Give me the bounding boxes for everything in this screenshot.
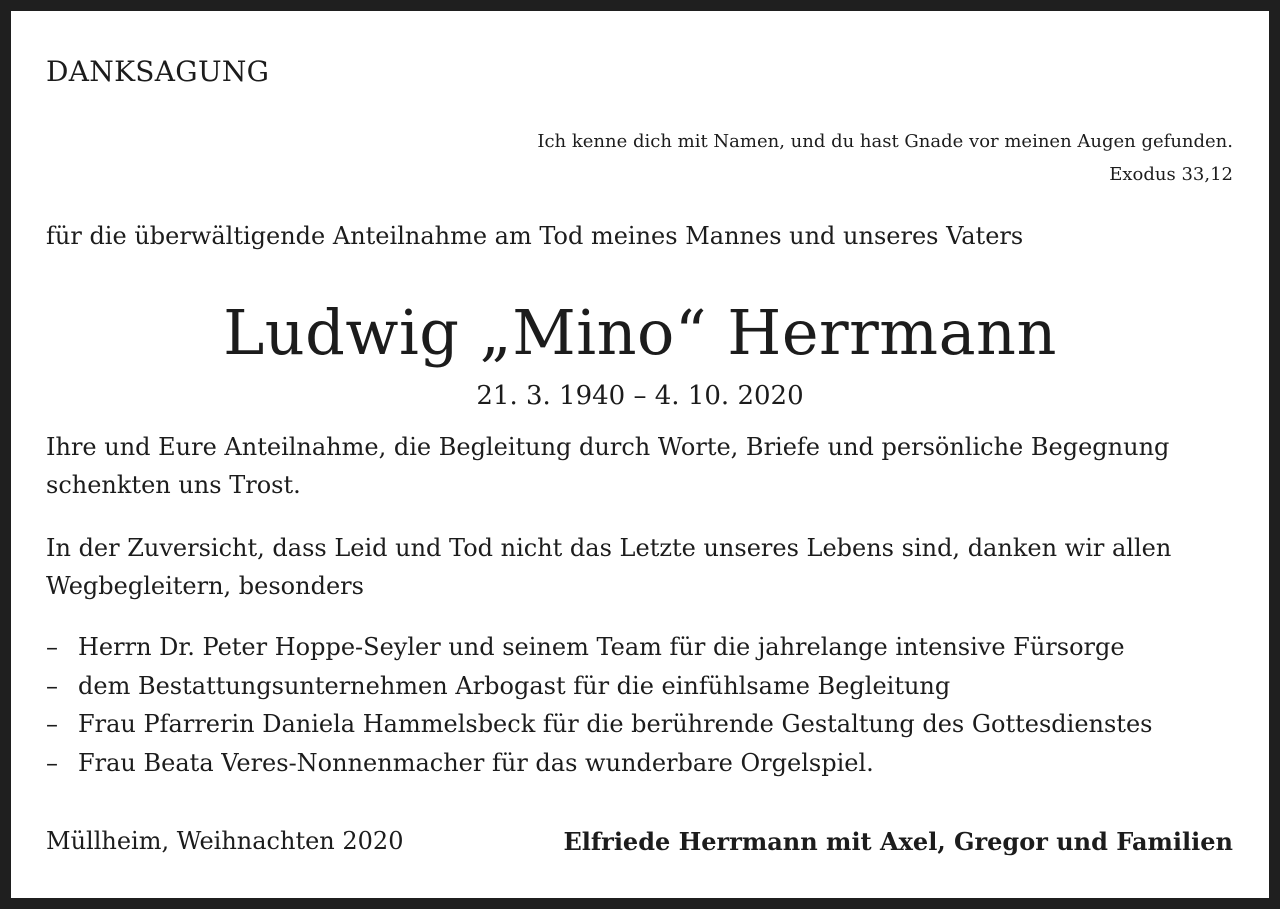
list-item-text: dem Bestattungsunternehmen Arbogast für die einfühlsame Begleitung [78, 671, 951, 700]
obituary-notice [11, 11, 1269, 898]
bible-quote: Ich kenne dich mit Namen, und du hast Gnade vor meinen Augen gefunden. [537, 131, 1233, 152]
paragraph-comfort: Ihre und Eure Anteilnahme, die Begleitung durch Worte, Briefe und persönliche Begegnung schenkten uns Trost. [46, 433, 1170, 499]
notice-title: DANKSAGUNG [46, 55, 270, 88]
list-item-text: Frau Pfarrerin Daniela Hammelsbeck für die berührende Gestaltung des Gottesdienstes [78, 710, 1153, 738]
bible-reference: Exodus 33,12 [1109, 164, 1233, 185]
place-and-date: Müllheim, Weihnachten 2020 [46, 827, 404, 855]
list-bullet: – [46, 671, 58, 700]
intro-line: für die überwältigende Anteilnahme am Tod meines Mannes und unseres Vaters [46, 222, 1024, 250]
thanks-list [46, 628, 1152, 782]
deceased-name: Ludwig „Mino“ Herrmann [223, 296, 1057, 369]
list-item-text: Herrn Dr. Peter Hoppe-Seyler und seinem Team für die jahrelange intensive Fürsorge [78, 633, 1125, 661]
list-item [46, 744, 1152, 783]
list-bullet: – [46, 710, 58, 738]
list-item-text: Frau Beata Veres-Nonnenmacher für das wunderbare Orgelspiel. [78, 748, 874, 777]
list-item [46, 705, 1152, 744]
paragraph-gratitude: In der Zuversicht, dass Leid und Tod nicht das Letzte unseres Lebens sind, danken wir allen Wegbegleitern, besonders [46, 534, 1172, 600]
signature: Elfriede Herrmann mit Axel, Gregor und Familien [563, 827, 1233, 856]
life-dates: 21. 3. 1940 – 4. 10. 2020 [476, 381, 804, 411]
list-bullet: – [46, 633, 58, 661]
list-item [46, 628, 1152, 667]
list-item [46, 667, 1152, 706]
list-bullet: – [46, 748, 58, 777]
